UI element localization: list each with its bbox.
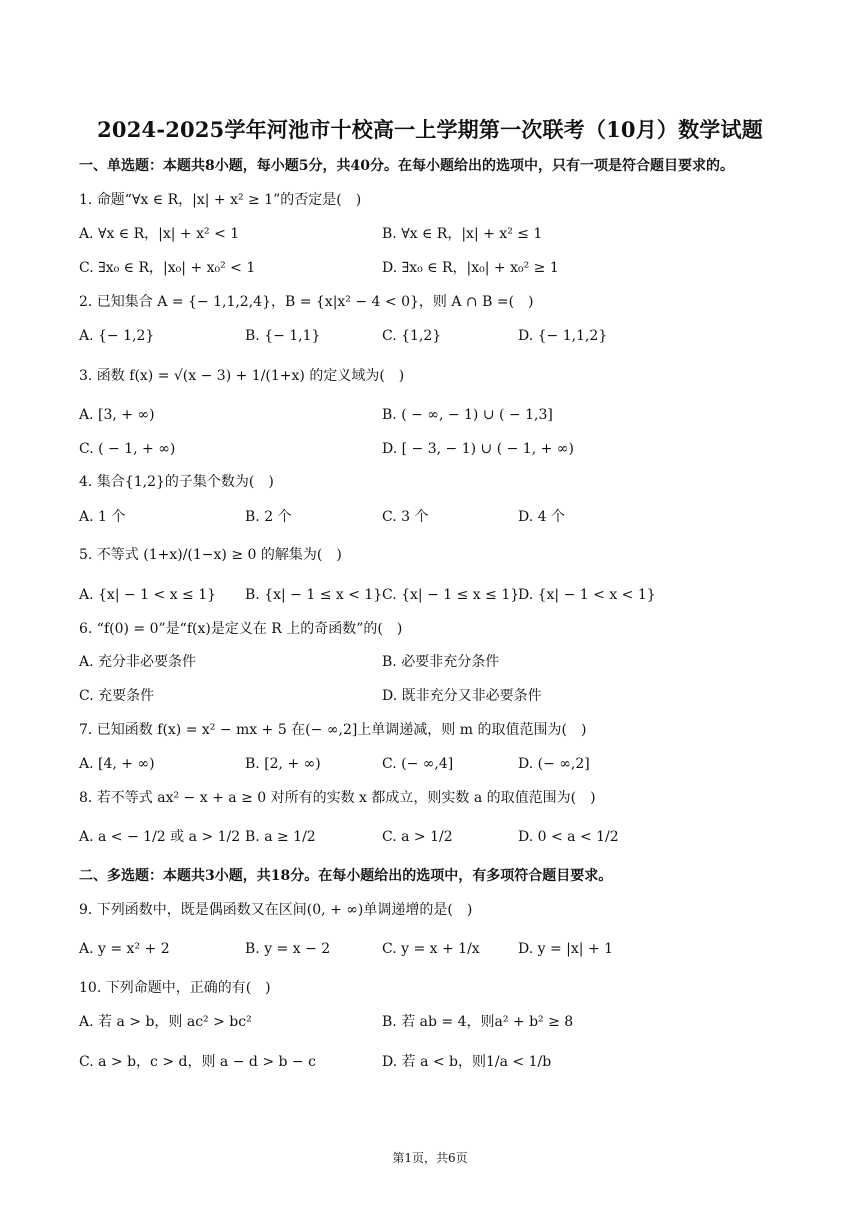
- question-7-stem: 7. 已知函数 f(x) = x² − mx + 5 在(− ∞,2]上单调递减，则 m 的取值范围为( ): [79, 722, 587, 738]
- question-7-option-b: B. [2, + ∞): [245, 756, 321, 772]
- question-1-option-b: B. ∀x ∈ R，|x| + x² ≤ 1: [382, 226, 543, 242]
- question-1-option-a: A. ∀x ∈ R，|x| + x² < 1: [79, 226, 240, 242]
- question-6-option-b: B. 必要非充分条件: [382, 654, 500, 670]
- section-heading-single-choice: 一、单选题：本题共8小题，每小题5分，共40分。在每小题给出的选项中，只有一项是符合题目要求的。: [79, 158, 734, 174]
- question-7-option-c: C. (− ∞,4]: [382, 756, 454, 772]
- question-5-option-a: A. {x| − 1 < x ≤ 1}: [79, 587, 217, 603]
- question-9-option-d: D. y = |x| + 1: [518, 941, 614, 957]
- question-10-option-c: C. a > b，c > d，则 a − d > b − c: [79, 1054, 316, 1070]
- question-1-option-c: C. ∃x₀ ∈ R，|x₀| + x₀² < 1: [79, 260, 256, 276]
- question-3-option-a: A. [3, + ∞): [79, 407, 155, 423]
- question-1-stem: 1. 命题“∀x ∈ R，|x| + x² ≥ 1”的否定是( ): [79, 192, 362, 208]
- question-7-option-d: D. (− ∞,2]: [518, 756, 590, 772]
- question-4-stem: 4. 集合{1,2}的子集个数为( ): [79, 474, 274, 490]
- question-6-option-d: D. 既非充分又非必要条件: [382, 688, 542, 704]
- question-4-option-c: C. 3 个: [382, 509, 429, 525]
- section-heading-multiple-choice: 二、多选题：本题共3小题，共18分。在每小题给出的选项中，有多项符合题目要求。: [79, 868, 613, 884]
- question-3-option-b: B. ( − ∞, − 1) ∪ ( − 1,3]: [382, 407, 553, 423]
- question-3-option-c: C. ( − 1, + ∞): [79, 441, 176, 457]
- page-title: 2024-2025学年河池市十校高一上学期第一次联考（10月）数学试题: [97, 117, 763, 142]
- question-10-option-a: A. 若 a > b，则 ac² > bc²: [79, 1014, 252, 1030]
- question-9-option-a: A. y = x² + 2: [79, 941, 170, 957]
- question-5-option-b: B. {x| − 1 ≤ x < 1}: [245, 587, 383, 603]
- question-9-option-c: C. y = x + 1/x: [382, 941, 480, 957]
- question-10-option-d: D. 若 a < b，则1/a < 1/b: [382, 1054, 552, 1070]
- question-2-stem: 2. 已知集合 A = {− 1,1,2,4}，B = {x|x² − 4 < 0}，则 A ∩ B =( ): [79, 294, 534, 310]
- question-3-option-d: D. [ − 3, − 1) ∪ ( − 1, + ∞): [382, 441, 574, 457]
- question-10-option-b: B. 若 ab = 4，则a² + b² ≥ 8: [382, 1014, 574, 1030]
- question-8-option-a: A. a < − 1/2 或 a > 1/2: [79, 829, 241, 845]
- question-4-option-d: D. 4 个: [518, 509, 565, 525]
- question-4-option-b: B. 2 个: [245, 509, 292, 525]
- question-9-stem: 9. 下列函数中，既是偶函数又在区间(0, + ∞)单调递增的是( ): [79, 902, 473, 918]
- question-1-option-d: D. ∃x₀ ∈ R，|x₀| + x₀² ≥ 1: [382, 260, 559, 276]
- question-2-option-b: B. {− 1,1}: [245, 328, 321, 344]
- question-3-stem: 3. 函数 f(x) = √(x − 3) + 1/(1+x) 的定义域为( ): [79, 368, 405, 384]
- question-8-option-c: C. a > 1/2: [382, 829, 453, 845]
- question-4-option-a: A. 1 个: [79, 509, 126, 525]
- question-2-option-d: D. {− 1,1,2}: [518, 328, 608, 344]
- page-footer: 第1页，共6页: [392, 1151, 468, 1165]
- question-6-option-a: A. 充分非必要条件: [79, 654, 197, 670]
- question-2-option-c: C. {1,2}: [382, 328, 442, 344]
- question-8-stem: 8. 若不等式 ax² − x + a ≥ 0 对所有的实数 x 都成立，则实数 a 的取值范围为( ): [79, 790, 596, 806]
- question-5-option-d: D. {x| − 1 < x < 1}: [518, 587, 656, 603]
- question-6-option-c: C. 充要条件: [79, 688, 155, 704]
- question-8-option-b: B. a ≥ 1/2: [245, 829, 316, 845]
- question-9-option-b: B. y = x − 2: [245, 941, 331, 957]
- question-5-stem: 5. 不等式 (1+x)/(1−x) ≥ 0 的解集为( ): [79, 547, 342, 563]
- question-8-option-d: D. 0 < a < 1/2: [518, 829, 619, 845]
- question-10-stem: 10. 下列命题中，正确的有( ): [79, 980, 271, 996]
- question-5-option-c: C. {x| − 1 ≤ x ≤ 1}: [382, 587, 520, 603]
- question-2-option-a: A. {− 1,2}: [79, 328, 155, 344]
- question-6-stem: 6. “f(0) = 0”是“f(x)是定义在 R 上的奇函数”的( ): [79, 621, 403, 637]
- question-7-option-a: A. [4, + ∞): [79, 756, 155, 772]
